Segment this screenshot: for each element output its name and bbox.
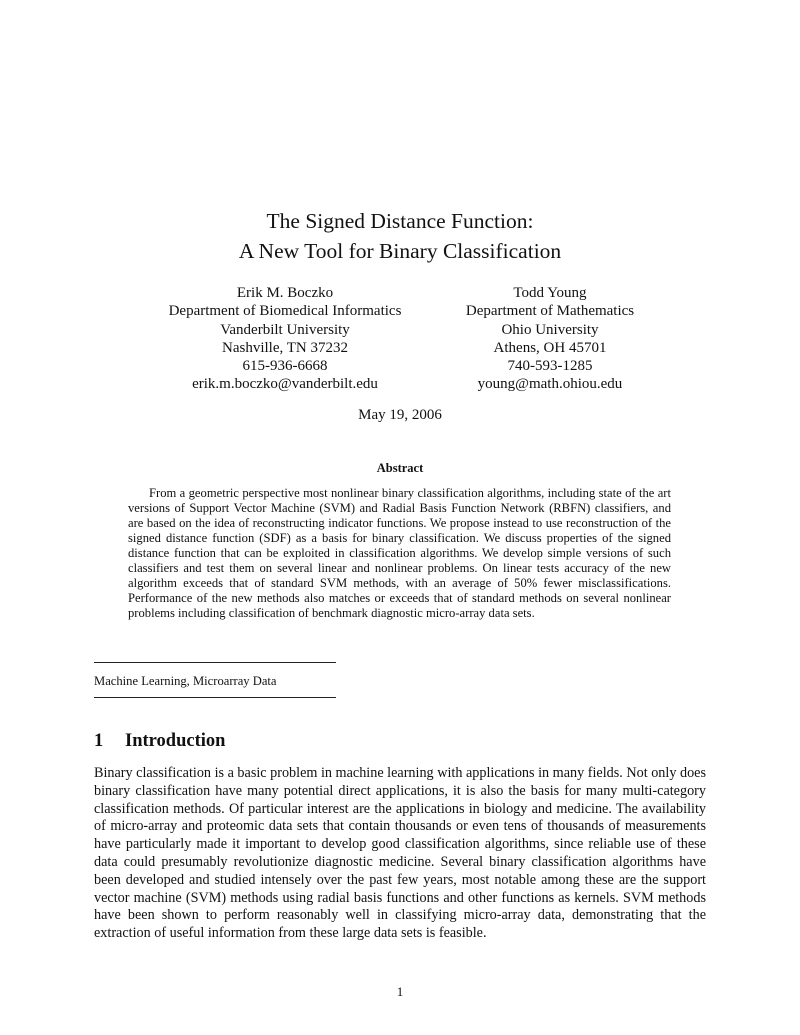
keywords: Machine Learning, Microarray Data: [94, 674, 277, 688]
author-university: Ohio University: [501, 321, 599, 338]
keywords-bottom-rule: [94, 697, 336, 698]
keywords-top-rule: [94, 662, 336, 663]
author-name: Todd Young: [513, 285, 587, 301]
author-city: Athens, OH 45701: [493, 339, 607, 356]
publication-date: May 19, 2006: [358, 407, 442, 423]
author-block-1: [140, 284, 430, 394]
author-university: Vanderbilt University: [220, 321, 350, 338]
author-phone: 740-593-1285: [507, 358, 593, 375]
author-email: young@math.ohiou.edu: [477, 376, 623, 393]
title-line-2: A New Tool for Binary Classification: [238, 239, 562, 263]
title-line-1: The Signed Distance Function:: [266, 209, 534, 233]
author-phone: 615-936-6668: [242, 358, 328, 375]
paper-title: [0, 206, 800, 266]
author-city: Nashville, TN 37232: [222, 339, 348, 356]
abstract-heading: Abstract: [376, 461, 424, 475]
section-title: Introduction: [125, 731, 226, 751]
author-name: Erik M. Boczko: [236, 285, 334, 301]
section-body: Binary classification is a basic problem in machine learning with applications in many fields. Not only does binary classification have many potential direct applications, it is also the basis for many multi-category classification methods. Of particular interest are the applications in biology and medicine. The availability of micro-array and proteomic data sets that contain thousands or even tens of thousands of measurements have particularly made it important to develop good classification algorithms, since reliable use of these data could presumably revolutionize diagnostic medicine. Several binary classification algorithms have been developed and studied intensely over the past few years, most notable among these are the support vector machine (SVM) methods using radial basis functions and other functions as kernels. SVM methods have been shown to perform reasonably well in classifying micro-array data, demonstrating that the extraction of useful information from these large data sets is feasible.: [94, 765, 706, 942]
author-email: erik.m.boczko@vanderbilt.edu: [192, 376, 378, 393]
author-block-2: [430, 284, 670, 394]
page-number: 1: [396, 984, 404, 999]
section-number: 1: [94, 731, 104, 751]
author-department: Department of Mathematics: [465, 303, 635, 320]
author-department: Department of Biomedical Informatics: [168, 303, 402, 320]
section-heading: [94, 730, 594, 752]
abstract-text: From a geometric perspective most nonlinear binary classification algorithms, including state of the art versions of Support Vector Machine (SVM) and Radial Basis Function Network (RBFN) classifiers, and are based on the idea of reconstructing indicator functions. We propose instead to use reconstruction of the signed distance function (SDF) as a basis for binary classification. We discuss properties of the signed distance function that can be exploited in classification algorithms. We develop simple versions of such classifiers and test them on several linear and nonlinear problems. On linear tests accuracy of the new algorithm exceeds that of standard SVM methods, with an average of 50% fewer misclassifications. Performance of the new methods also matches or exceeds that of standard methods on several nonlinear problems including classification of benchmark diagnostic micro-array data sets.: [128, 486, 671, 620]
